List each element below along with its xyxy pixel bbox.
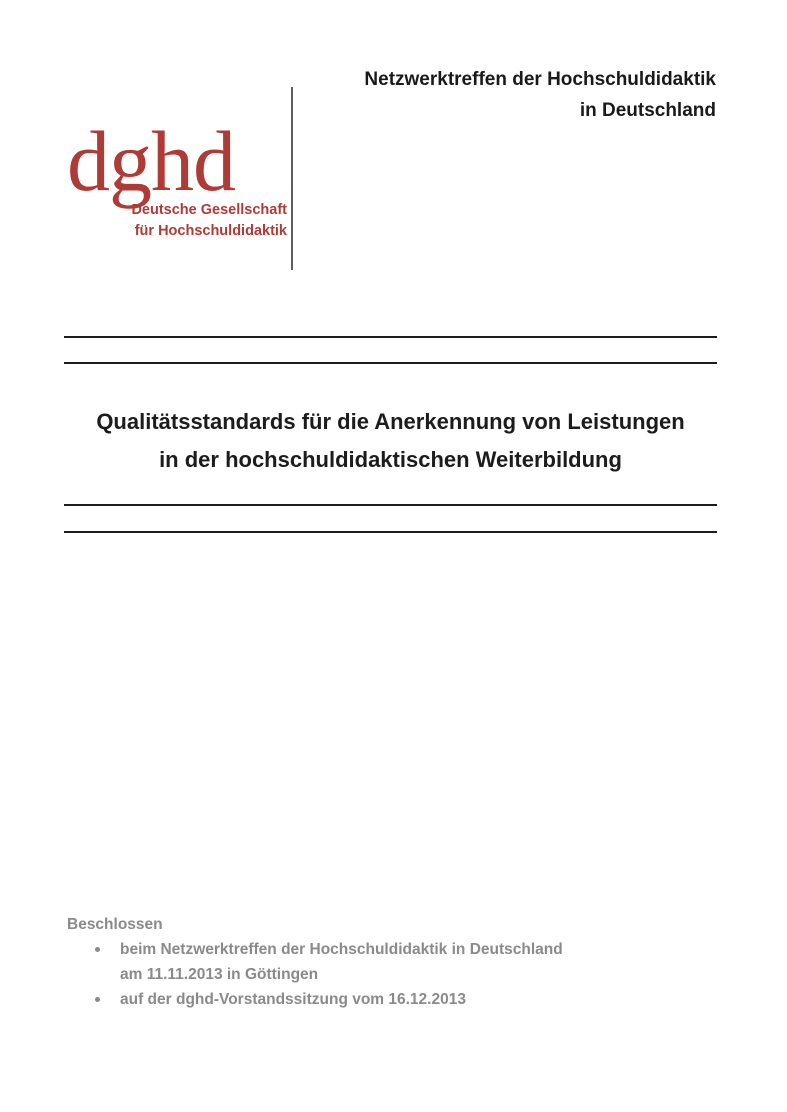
dghd-logo-subtitle-line2: für Hochschuldidaktik bbox=[134, 222, 287, 239]
bullet-icon bbox=[95, 947, 100, 952]
document-title-line2: in der hochschuldidaktischen Weiterbildung bbox=[159, 447, 622, 472]
approval-list bbox=[67, 937, 667, 1012]
list-item-line1: auf der dghd-Vorstandssitzung vom 16.12.2013 bbox=[120, 991, 466, 1008]
dghd-logo-subtitle-line1: Deutsche Gesellschaft bbox=[131, 202, 287, 218]
list-item bbox=[120, 987, 667, 1012]
horizontal-rule-top-1 bbox=[64, 336, 717, 338]
approval-heading: Beschlossen bbox=[67, 916, 163, 933]
approval-block bbox=[67, 912, 667, 1012]
dghd-logo-wordmark: dghd bbox=[67, 113, 235, 209]
horizontal-rule-top-2 bbox=[64, 362, 717, 364]
list-item bbox=[120, 937, 667, 987]
horizontal-rule-bottom-2 bbox=[64, 531, 717, 533]
document-title-line1: Qualitätsstandards für die Anerkennung von Leistungen bbox=[96, 409, 685, 434]
org-title-line1: Netzwerktreffen der Hochschuldidaktik bbox=[364, 69, 716, 90]
document-title bbox=[64, 403, 717, 479]
bullet-icon bbox=[95, 997, 100, 1002]
vertical-divider bbox=[291, 87, 293, 270]
list-item-line2: am 11.11.2013 in Göttingen bbox=[120, 966, 319, 983]
org-title bbox=[364, 64, 716, 126]
list-item-line1: beim Netzwerktreffen der Hochschuldidaktik in Deutschland bbox=[120, 941, 563, 958]
horizontal-rule-bottom-1 bbox=[64, 504, 717, 506]
org-title-line2: in Deutschland bbox=[579, 100, 716, 121]
dghd-logo-subtitle bbox=[131, 200, 287, 241]
